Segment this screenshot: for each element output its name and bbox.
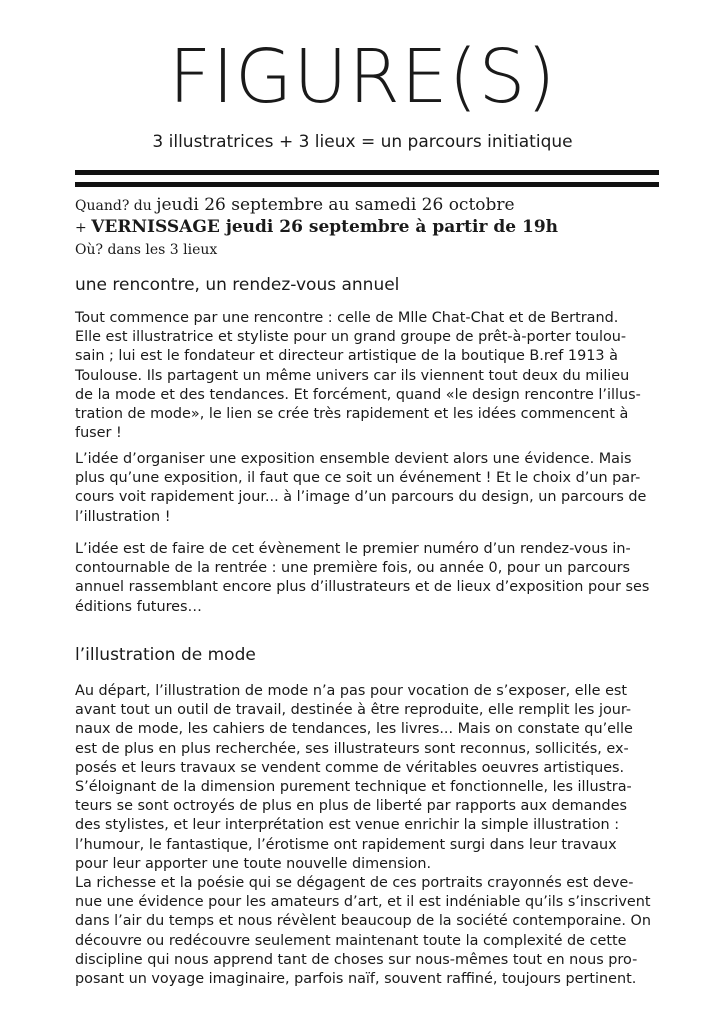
text-line: La richesse et la poésie qui se dégagent de ces portraits crayonnés est deve- <box>75 875 634 892</box>
section-heading-illustration: l’illustration de mode <box>75 645 256 665</box>
event-info <box>75 195 675 261</box>
text-line: découvre ou redécouvre seulement maintenant toute la complexité de cette <box>75 932 627 949</box>
text-line: avant tout un outil de travail, destinée à être reproduite, elle remplit les jour- <box>75 702 632 719</box>
vernissage-plus: + <box>75 220 92 236</box>
text-line: fuser ! <box>75 425 122 442</box>
text-line: posés et leurs travaux se vendent comme de véritables oeuvres artistiques. <box>75 759 625 776</box>
text-line: Elle est illustratrice et styliste pour un grand groupe de prêt-à-porter toulou- <box>75 329 627 346</box>
divider-bottom <box>75 182 659 187</box>
paragraph-rencontre-3 <box>75 540 675 617</box>
text-line: est de plus en plus recherchée, ses illustrateurs sont reconnus, sollicités, ex- <box>75 740 629 757</box>
where-value: dans les 3 lieux <box>107 242 218 258</box>
text-line: annuel rassemblant encore plus d’illustrateurs et de lieux d’exposition pour ses <box>75 579 650 596</box>
when-label: Quand? du <box>75 198 157 214</box>
text-line: éditions futures… <box>75 598 202 615</box>
page-title: FIGURE(S) <box>168 34 557 120</box>
vernissage-line <box>75 217 675 239</box>
text-line: de la mode et des tendances. Et forcément, quand «le design rencontre l’illus- <box>75 386 641 403</box>
where-label: Où? <box>75 242 108 258</box>
paragraph-illustration <box>75 682 675 989</box>
when-value: jeudi 26 septembre au samedi 26 octobre <box>156 195 515 215</box>
paragraph-rencontre-1 <box>75 309 675 443</box>
text-line: pour leur apporter une toute nouvelle dimension. <box>75 855 432 872</box>
text-line: S’éloignant de la dimension purement technique et fonctionnelle, les illustra- <box>75 779 632 796</box>
text-line: naux de mode, les cahiers de tendances, les livres... Mais on constate qu’elle <box>75 721 633 738</box>
page-subtitle: 3 illustratrices + 3 lieux = un parcours initiatique <box>152 132 573 152</box>
text-line: Tout commence par une rencontre : celle de Mlle Chat-Chat et de Bertrand. <box>75 310 619 326</box>
text-line: teurs se sont octroyés de plus en plus de liberté par rapports aux demandes <box>75 798 628 815</box>
text-line: l’illustration ! <box>75 508 171 525</box>
text-line: posant un voyage imaginaire, parfois naïf, souvent raffiné, toujours pertinent. <box>75 971 637 988</box>
text-line: tration de mode», le lien se crée très rapidement et les idées commencent à <box>75 406 629 423</box>
vernissage-value: VERNISSAGE jeudi 26 septembre à partir de 19h <box>91 217 559 237</box>
text-line: des stylistes, et leur interprétation est venue enrichir la simple illustration : <box>75 817 620 834</box>
where-line <box>75 239 675 261</box>
text-line: l’humour, le fantastique, l’érotisme ont rapidement surgi dans leur travaux <box>75 836 617 853</box>
text-line: dans l’air du temps et nous révèlent beaucoup de la société contemporaine. On <box>75 913 651 930</box>
section-heading-rencontre: une rencontre, un rendez-vous annuel <box>75 275 400 295</box>
text-line: sain ; lui est le fondateur et directeur artistique de la boutique B.ref 1913 à <box>75 348 618 365</box>
text-line: cours voit rapidement jour... à l’image d’un parcours du design, un parcours de <box>75 489 647 506</box>
divider-top <box>75 170 659 175</box>
text-line: contournable de la rentrée : une première fois, ou année 0, pour un parcours <box>75 560 631 577</box>
text-line: Au départ, l’illustration de mode n’a pas pour vocation de s’exposer, elle est <box>75 683 628 699</box>
text-line: discipline qui nous apprend tant de choses sur nous-mêmes tout en nous pro- <box>75 951 638 968</box>
paragraph-rencontre-2 <box>75 450 675 527</box>
text-line: nue une évidence pour les amateurs d’art, et il est indéniable qu’ils s’inscrivent <box>75 894 651 911</box>
text-line: L’idée est de faire de cet évènement le premier numéro d’un rendez-vous in- <box>75 541 631 557</box>
text-line: Toulouse. Ils partagent un même univers car ils viennent tout deux du milieu <box>75 367 630 384</box>
when-line <box>75 195 675 217</box>
text-line: plus qu’une exposition, il faut que ce soit un événement ! Et le choix d’un par- <box>75 470 641 487</box>
text-line: L’idée d’organiser une exposition ensemble devient alors une évidence. Mais <box>75 451 632 467</box>
